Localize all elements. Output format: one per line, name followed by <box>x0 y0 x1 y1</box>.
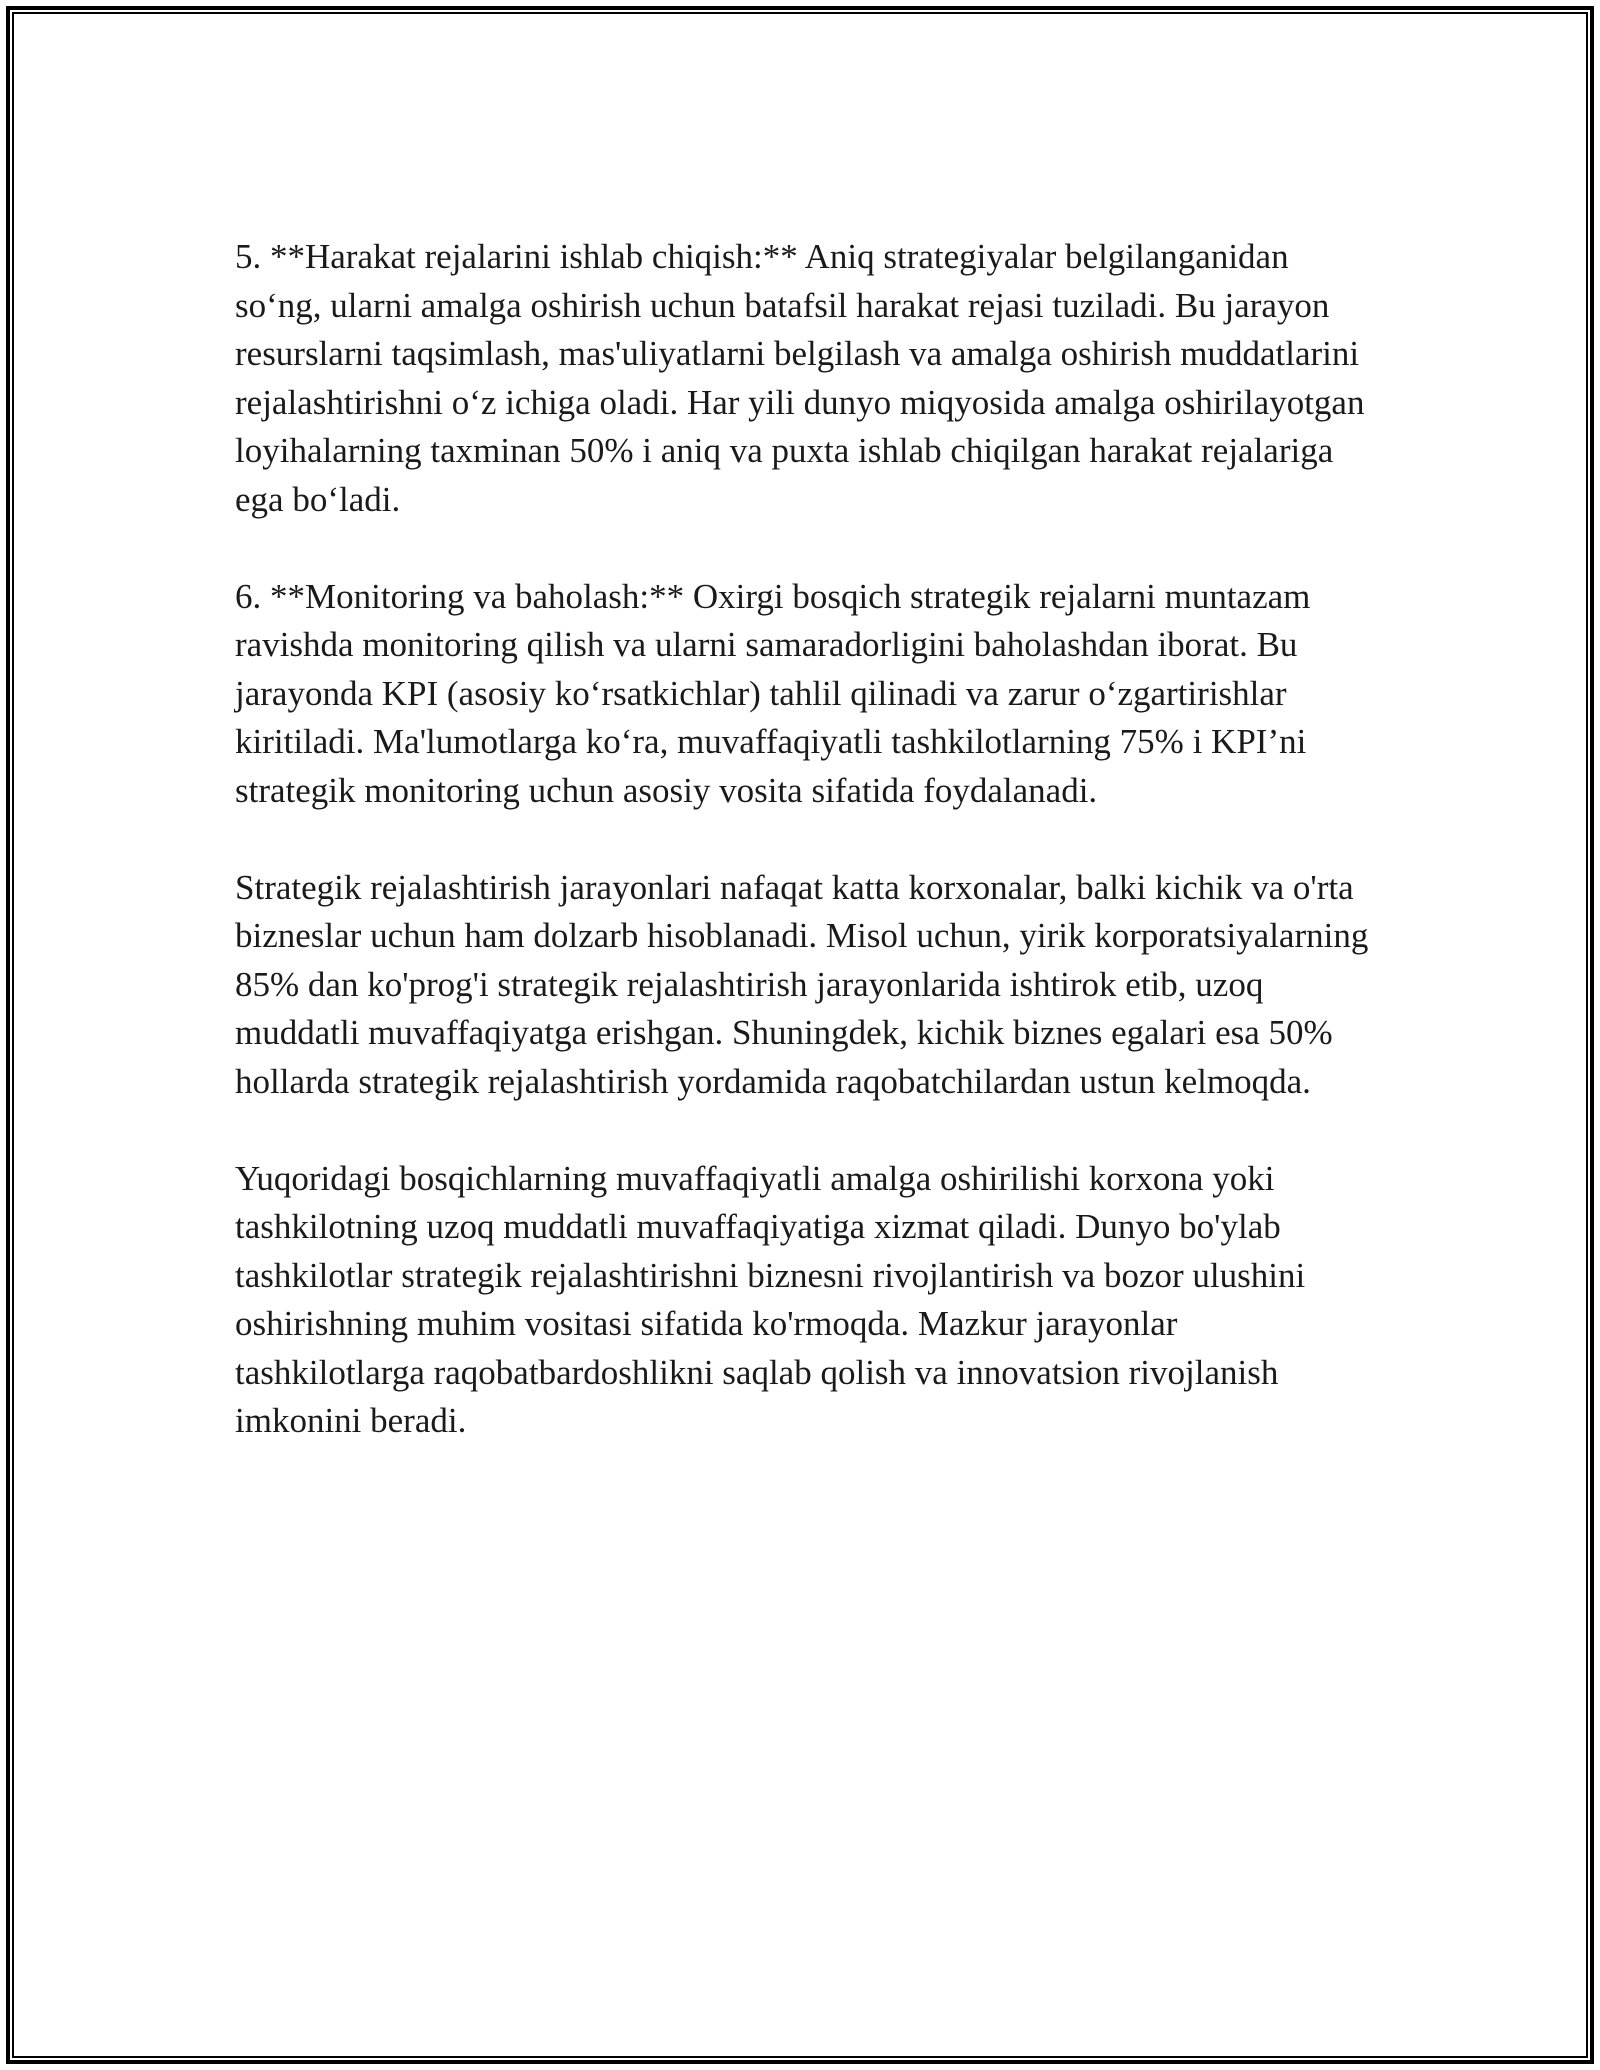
document-body <box>235 233 1370 1494</box>
paragraph-action-plans: 5. **Harakat rejalarini ishlab chiqish:** Aniq strategiyalar belgilanganidan so‘ng, ularni amalga oshirish uchun batafsil harakat rejasi tuziladi. Bu jarayon resurslarni taqsimlash, mas'uliyatlarni belgilash va amalga oshirish muddatlarini rejalashtirishni o‘z ichiga oladi. Har yili dunyo miqyosida amalga oshirilayotgan loyihalarning taxminan 50% i aniq va puxta ishlab chiqilgan harakat rejalariga ega bo‘ladi. <box>235 237 1365 519</box>
paragraph-conclusion: Yuqoridagi bosqichlarning muvaffaqiyatli amalga oshirilishi korxona yoki tashkilotning uzoq muddatli muvaffaqiyatiga xizmat qiladi. Dunyo bo'ylab tashkilotlar strategik rejalashtirishni biznesni rivojlantirish va bozor ulushini oshirishning muhim vositasi sifatida ko'rmoqda. Mazkur jarayonlar tashkilotlarga raqobatbardoshlikni saqlab qolish va innovatsion rivojlanish imkonini beradi. <box>235 1158 1306 1440</box>
paragraph-strategic-planning-relevance: Strategik rejalashtirish jarayonlari nafaqat katta korxonalar, balki kichik va o'rta bizneslar uchun ham dolzarb hisoblanadi. Misol uchun, yirik korporatsiyalarning 85% dan ko'prog'i strategik rejalashtirish jarayonlarida ishtirok etib, uzoq muddatli muvaffaqiyatga erishgan. Shuningdek, kichik biznes egalari esa 50% hollarda strategik rejalashtirish yordamida raqobatchilardan ustun kelmoqda. <box>235 867 1369 1101</box>
paragraph-monitoring-evaluation: 6. **Monitoring va baholash:** Oxirgi bosqich strategik rejalarni muntazam ravishda monitoring qilish va ularni samaradorligini baholashdan iborat. Bu jarayonda KPI (asosiy ko‘rsatkichlar) tahlil qilinadi va zarur o‘zgartirishlar kiritiladi. Ma'lumotlarga ko‘ra, muvaffaqiyatli tashkilotlarning 75% i KPI’ni strategik monitoring uchun asosiy vosita sifatida foydalanadi. <box>235 576 1311 810</box>
